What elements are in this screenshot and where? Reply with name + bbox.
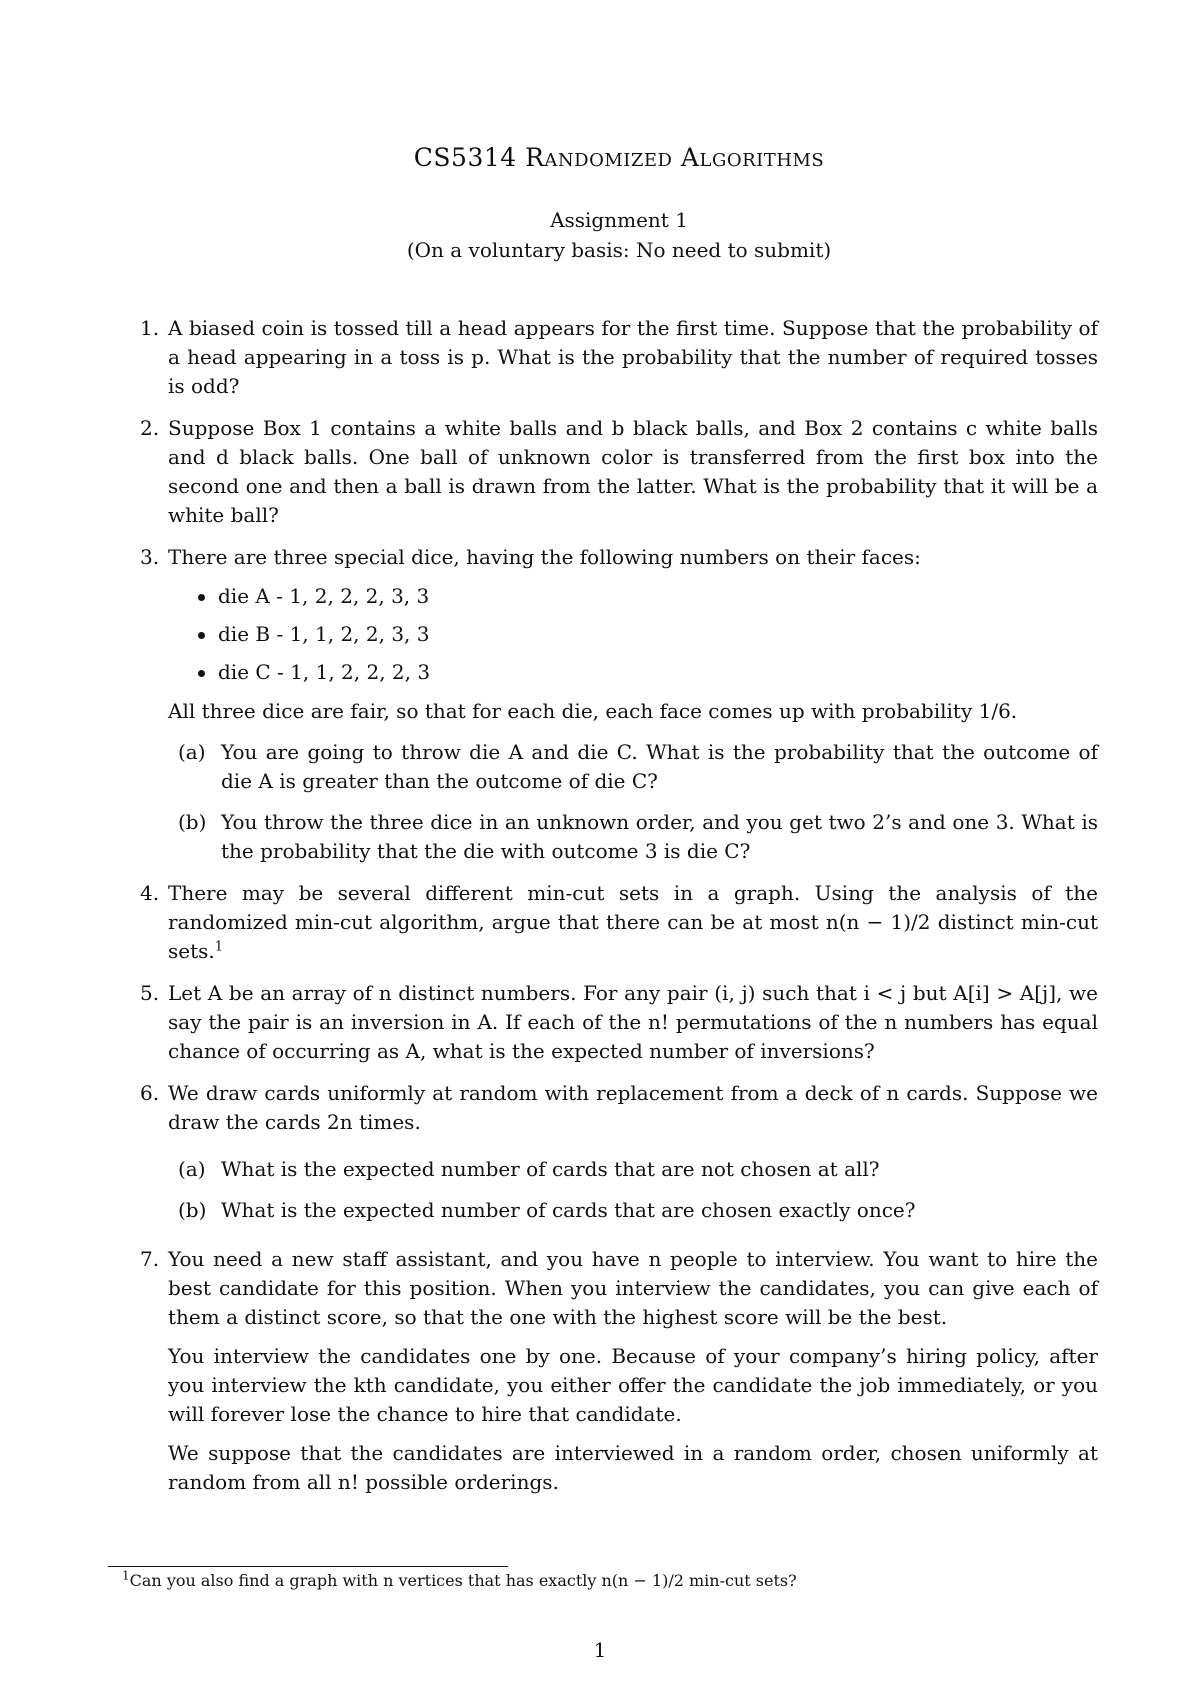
footnote xyxy=(122,1570,797,1592)
submission-note: (On a voluntary basis: No need to submit) xyxy=(406,238,832,262)
footnote-text: Can you also find a graph with n vertices that has exactly n(n − 1)/2 min-cut sets? xyxy=(129,1571,797,1590)
list-item xyxy=(168,658,1098,687)
problem-intro: There are three special dice, having the following numbers on their faces: xyxy=(168,545,921,569)
problem-number: 6. xyxy=(140,1081,160,1105)
page-number: 1 xyxy=(593,1638,607,1662)
list-item xyxy=(168,620,1098,649)
problem-list xyxy=(140,314,1098,1510)
problem-text: There may be several different min-cut sets in a graph. Using the analysis of the randomized min-cut algorithm, argue that there can be at most n(n − 1)/2 distinct min-cut sets. xyxy=(168,881,1098,963)
subproblem-text: What is the expected number of cards that are chosen exactly once? xyxy=(221,1198,916,1222)
problem-number: 5. xyxy=(140,981,160,1005)
subproblem-label: (a) xyxy=(178,1157,206,1181)
problem-text: We draw cards uniformly at random with replacement from a deck of n cards. Suppose we draw the cards 2n times. xyxy=(168,1081,1098,1134)
list-item xyxy=(168,582,1098,611)
problem-text: A biased coin is tossed till a head appears for the first time. Suppose that the probability of a head appearing in a toss is p. What is the probability that the number of required tosses is odd? xyxy=(168,316,1098,398)
subproblem-label: (b) xyxy=(178,1198,207,1222)
assignment-label: Assignment 1 xyxy=(550,208,688,232)
problem-number: 4. xyxy=(140,881,160,905)
problem-6 xyxy=(140,1079,1098,1225)
problem-7 xyxy=(140,1245,1098,1497)
die-faces: die C - 1, 1, 2, 2, 2, 3 xyxy=(218,660,431,684)
die-faces: die B - 1, 1, 2, 2, 3, 3 xyxy=(218,622,430,646)
footnote-divider xyxy=(108,1566,508,1567)
problem-paragraph-3: We suppose that the candidates are interviewed in a random order, chosen uniformly at random from all n! possible orderings. xyxy=(168,1441,1098,1494)
subproblem-label: (a) xyxy=(178,740,206,764)
problem-3 xyxy=(140,543,1098,866)
subproblem-text: What is the expected number of cards that are not chosen at all? xyxy=(221,1157,880,1181)
problem-paragraph-1: You need a new staff assistant, and you have n people to interview. You want to hire the best candidate for this position. When you interview the candidates, you can give each of them a distinct score, so that the one with the highest score will be the best. xyxy=(168,1247,1098,1329)
problem-text: Let A be an array of n distinct numbers. For any pair (i, j) such that i < j but A[i] > A[j], we say the pair is an inversion in A. If each of the n! permutations of the n numbers has equal chance of occurring as A, what is the expected number of inversions? xyxy=(168,981,1098,1063)
problem-2 xyxy=(140,414,1098,530)
subproblem-text: You throw the three dice in an unknown order, and you get two 2’s and one 3. What is the probability that the die with outcome 3 is die C? xyxy=(221,810,1098,863)
problem-5 xyxy=(140,979,1098,1066)
problem-number: 2. xyxy=(140,416,160,440)
problem-4 xyxy=(140,879,1098,966)
subproblem-b xyxy=(168,808,1098,866)
problem-1 xyxy=(140,314,1098,401)
subproblem-label: (b) xyxy=(178,810,207,834)
problem-text: Suppose Box 1 contains a white balls and b black balls, and Box 2 contains c white balls and d black balls. One ball of unknown color is transferred from the first box into the second one and then a ball is drawn from the latter. What is the probability that it will be a white ball? xyxy=(168,416,1098,527)
page-title: CS5314 Randomized Algorithms xyxy=(413,143,825,172)
problem-number: 7. xyxy=(140,1247,160,1271)
subproblem-text: You are going to throw die A and die C. What is the probability that the outcome of die A is greater than the outcome of die C? xyxy=(221,740,1098,793)
dice-list xyxy=(168,582,1098,687)
problem-number: 1. xyxy=(140,316,160,340)
problem-number: 3. xyxy=(140,545,160,569)
bullet-icon xyxy=(198,632,205,639)
die-faces: die A - 1, 2, 2, 2, 3, 3 xyxy=(218,584,430,608)
subproblem-a xyxy=(168,738,1098,796)
bullet-icon xyxy=(198,594,205,601)
footnote-marker[interactable]: 1 xyxy=(214,939,224,955)
problem-paragraph-2: You interview the candidates one by one. Because of your company’s hiring policy, after you interview the kth candidate, you either offer the candidate the job immediately, or you will forever lose the chance to hire that candidate. xyxy=(168,1344,1098,1426)
footnote-number: 1 xyxy=(122,1568,130,1583)
subproblem-a xyxy=(168,1155,1098,1184)
bullet-icon xyxy=(198,670,205,677)
fair-dice-note: All three dice are fair, so that for each die, each face comes up with probability 1/6. xyxy=(168,699,1018,723)
subproblem-b xyxy=(168,1196,1098,1225)
problem-text-wrapper xyxy=(168,879,1098,966)
